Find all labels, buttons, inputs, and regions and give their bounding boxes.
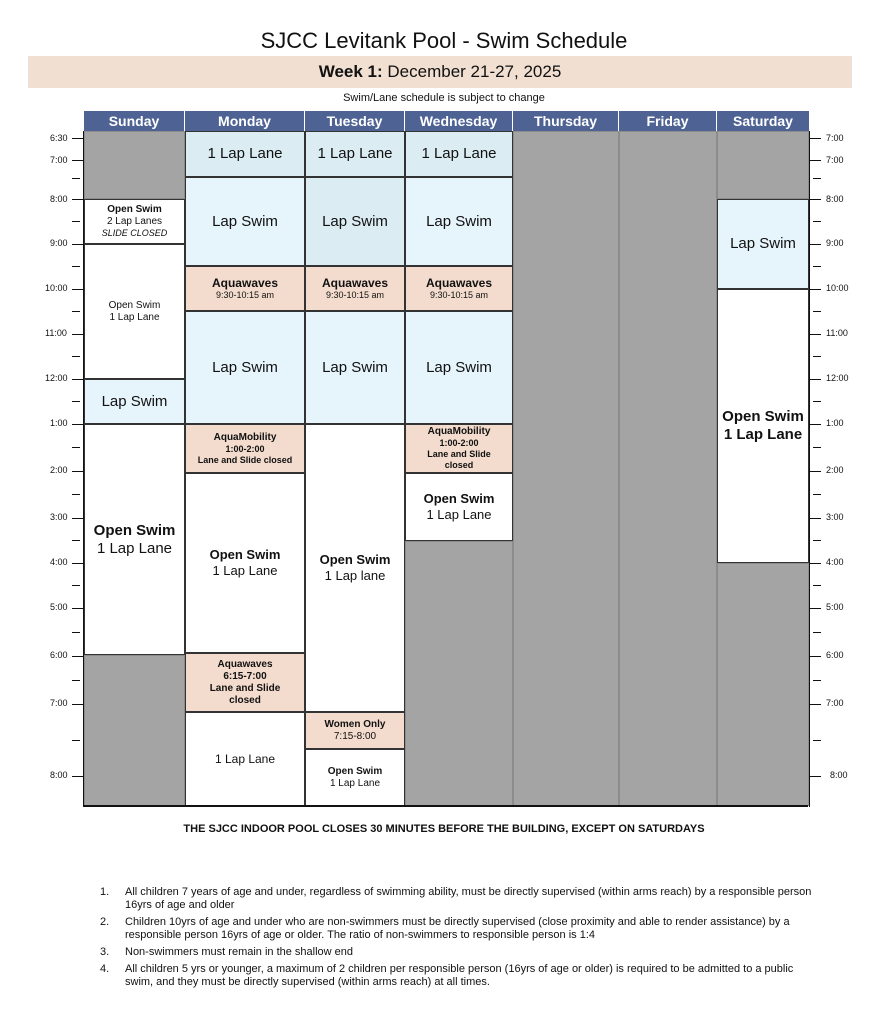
time-label: 5:00 — [826, 602, 844, 612]
time-label: 1:00 — [50, 418, 68, 428]
block-detail: 1 Lap Lane — [109, 311, 160, 323]
tick — [809, 199, 821, 200]
tuesday-open-swim-evening — [305, 749, 405, 806]
time-label: 3:00 — [826, 512, 844, 522]
tick — [809, 289, 821, 290]
tick — [809, 334, 821, 335]
tick — [813, 632, 821, 633]
block-time: 7:15-8:00 — [333, 730, 377, 742]
tick — [813, 356, 821, 357]
tick — [813, 401, 821, 402]
block-time: 6:15-7:00 — [223, 670, 267, 682]
time-label: 1:00 — [826, 418, 844, 428]
tick — [72, 401, 80, 402]
tick — [72, 289, 84, 290]
tick — [809, 518, 821, 519]
block-detail: 1 Lap Lane — [329, 777, 381, 789]
tick — [72, 244, 84, 245]
block-note: Lane and Slide closed — [197, 454, 293, 465]
tick — [72, 471, 84, 472]
time-label: 11:00 — [826, 328, 848, 338]
block-title: Lap Swim — [426, 212, 492, 230]
time-label: 12:00 — [45, 373, 68, 383]
right-axis-line — [809, 131, 810, 807]
tick — [72, 740, 80, 741]
time-label: 6:00 — [50, 650, 68, 660]
time-label: 9:00 — [50, 238, 68, 248]
day-header-tuesday: Tuesday — [305, 111, 405, 131]
list-item — [100, 916, 820, 942]
time-label: 12:00 — [826, 373, 849, 383]
day-header-wednesday: Wednesday — [405, 111, 513, 131]
day-header-thursday: Thursday — [513, 111, 619, 131]
monday-open-swim — [185, 473, 305, 653]
time-label: 7:00 — [826, 155, 844, 165]
rule-text: All children 7 years of age and under, regardless of swimming ability, must be directly supervised (within arms reach) by a responsible person 16yrs of age and older — [125, 886, 812, 911]
block-title: Open Swim — [108, 299, 161, 311]
rule-text: Children 10yrs of age and under who are non-swimmers must be directly supervised (close proximity and able to render assistance) by a responsible person 16yrs of age or older. The ratio of non-swimmers to responsible person is 1:4 — [125, 916, 790, 941]
tick — [72, 221, 80, 222]
block-note: SLIDE CLOSED — [101, 228, 168, 239]
tuesday-women-only — [305, 712, 405, 749]
time-label: 3:00 — [50, 512, 68, 522]
block-title: Open Swim — [319, 552, 391, 568]
rule-number: 2. — [100, 916, 110, 928]
tick — [809, 424, 821, 425]
rule-text: Non-swimmers must remain in the shallow end — [125, 946, 354, 958]
block-detail: 1 Lap lane — [324, 568, 386, 583]
wednesday-open-swim — [405, 473, 513, 541]
block-title: Lap Swim — [730, 235, 796, 252]
page-title: SJCC Levitank Pool - Swim Schedule — [260, 28, 628, 53]
tick — [72, 138, 84, 139]
tick — [72, 266, 80, 267]
tick — [72, 680, 80, 681]
block-title: Lap Swim — [212, 212, 278, 230]
monday-aquawaves-evening — [185, 653, 305, 712]
tick — [813, 266, 821, 267]
tick — [809, 471, 821, 472]
tick — [72, 379, 84, 380]
block-title: Open Swim — [423, 491, 495, 507]
tuesday-open-swim — [305, 424, 405, 712]
block-note: Lane and Slide closed — [427, 449, 491, 470]
time-label: 8:00 — [50, 194, 68, 204]
tick — [72, 540, 80, 541]
block-detail: 1 Lap Lane — [426, 507, 492, 522]
tick — [813, 494, 821, 495]
monday-lap-swim-midday — [185, 311, 305, 424]
block-title: 1 Lap Lane — [317, 145, 393, 162]
monday-1-lap-lane — [185, 131, 305, 177]
list-item — [100, 946, 820, 959]
tick — [72, 704, 84, 705]
time-label: 7:00 — [50, 698, 68, 708]
wednesday-lap-swim-morning — [405, 177, 513, 266]
list-item — [100, 963, 820, 989]
time-label: 7:00 — [50, 155, 68, 165]
schedule-change-note: Swim/Lane schedule is subject to change — [343, 92, 545, 104]
block-title: Open Swim — [93, 521, 176, 539]
time-label: 2:00 — [50, 465, 68, 475]
tick — [813, 178, 821, 179]
tick — [809, 656, 821, 657]
tick — [72, 334, 84, 335]
rule-number: 1. — [100, 886, 110, 898]
block-detail: 1 Lap Lane — [723, 426, 803, 443]
week-banner — [28, 56, 852, 88]
tick — [72, 656, 84, 657]
tick — [72, 311, 80, 312]
day-header-monday: Monday — [185, 111, 305, 131]
monday-aquawaves — [185, 266, 305, 311]
tuesday-1-lap-lane — [305, 131, 405, 177]
rule-number: 3. — [100, 946, 110, 958]
tick — [72, 608, 84, 609]
block-time: 9:30-10:15 am — [429, 290, 489, 301]
tick — [72, 160, 84, 161]
rule-number: 4. — [100, 963, 110, 975]
block-title: Open Swim — [722, 408, 804, 425]
tick — [72, 447, 80, 448]
block-title: Aquawaves — [211, 275, 279, 290]
block-note: Lane and Slide closed — [209, 682, 281, 706]
tick — [813, 680, 821, 681]
sunday-open-swim-1-lane — [84, 244, 185, 379]
tick — [72, 776, 84, 777]
block-time: 1:00-2:00 — [225, 443, 265, 454]
tick — [72, 632, 80, 633]
block-title: Open Swim — [327, 765, 383, 777]
schedule-bottom-border — [84, 805, 808, 807]
time-label: 10:00 — [45, 283, 68, 293]
tick — [72, 563, 84, 564]
time-label: 4:00 — [50, 557, 68, 567]
sunday-lap-swim — [84, 379, 185, 424]
day-header-saturday: Saturday — [717, 111, 809, 131]
tick — [809, 379, 821, 380]
saturday-closed-morning — [717, 131, 809, 199]
block-title: Lap Swim — [426, 358, 492, 376]
block-title: 1 Lap Lane — [421, 145, 497, 162]
tick — [809, 608, 821, 609]
tick — [72, 585, 80, 586]
time-label: 9:00 — [826, 238, 844, 248]
block-time: 9:30-10:15 am — [215, 290, 275, 301]
sunday-closed-morning — [84, 131, 185, 199]
tick — [813, 540, 821, 541]
tick — [813, 585, 821, 586]
tick — [813, 221, 821, 222]
block-title: Open Swim — [209, 547, 281, 563]
time-label: 11:00 — [45, 328, 67, 338]
friday-closed — [619, 131, 717, 806]
closing-note: THE SJCC INDOOR POOL CLOSES 30 MINUTES BEFORE THE BUILDING, EXCEPT ON SATURDAYS — [183, 823, 705, 835]
block-title: 1 Lap Lane — [214, 751, 276, 766]
wednesday-lap-swim-midday — [405, 311, 513, 424]
wednesday-aquawaves — [405, 266, 513, 311]
block-title: Lap Swim — [322, 358, 388, 376]
time-label: 7:00 — [826, 698, 844, 708]
time-label: 5:00 — [50, 602, 68, 612]
tick — [809, 160, 821, 161]
block-title: Lap Swim — [322, 212, 388, 230]
time-label: 10:00 — [826, 283, 849, 293]
block-title: Aquawaves — [321, 275, 389, 290]
wednesday-closed-evening — [405, 541, 513, 806]
wednesday-1-lap-lane — [405, 131, 513, 177]
thursday-closed — [513, 131, 619, 806]
block-title: AquaMobility — [427, 426, 491, 438]
time-label: 8:00 — [826, 194, 844, 204]
time-label: 2:00 — [826, 465, 844, 475]
block-time: 1:00-2:00 — [439, 438, 479, 449]
block-title: Open Swim — [107, 204, 162, 216]
tick — [809, 776, 821, 777]
tuesday-lap-swim-midday — [305, 311, 405, 424]
block-time: 9:30-10:15 am — [325, 290, 385, 301]
tuesday-aquawaves — [305, 266, 405, 311]
tick — [809, 138, 821, 139]
block-detail: 1 Lap Lane — [212, 563, 278, 578]
block-title: Women Only — [324, 718, 386, 730]
rules-list — [100, 886, 820, 993]
day-header-sunday: Sunday — [84, 111, 185, 131]
tick — [72, 178, 80, 179]
saturday-open-swim — [717, 289, 809, 563]
wednesday-aquamobility — [405, 424, 513, 473]
tick — [72, 518, 84, 519]
tick — [813, 447, 821, 448]
time-label: 8:00 — [50, 770, 68, 780]
sunday-closed-evening — [84, 655, 185, 806]
time-label: 8:00 — [830, 770, 848, 780]
tick — [72, 356, 80, 357]
tick — [809, 704, 821, 705]
sunday-open-swim-afternoon — [84, 424, 185, 655]
block-title: 1 Lap Lane — [207, 145, 283, 162]
tuesday-lap-swim-morning — [305, 177, 405, 266]
week-dates: December 21-27, 2025 — [387, 62, 562, 81]
sunday-open-swim-2-lanes — [84, 199, 185, 244]
tick — [813, 311, 821, 312]
saturday-closed-evening — [717, 563, 809, 806]
tick — [72, 199, 84, 200]
time-label: 7:00 — [826, 133, 844, 143]
week-label: Week 1: — [318, 62, 383, 81]
tick — [72, 424, 84, 425]
tick — [813, 740, 821, 741]
block-title: Aquawaves — [425, 275, 493, 290]
tick — [809, 563, 821, 564]
rule-text: All children 5 yrs or younger, a maximum of 2 children per responsible person (16yrs of age or older) is required to be admitted to a public swim, and they must be directly supervised (within arms reach) at all times. — [125, 963, 794, 988]
block-title: AquaMobility — [213, 431, 277, 443]
list-item — [100, 886, 820, 912]
day-header-friday: Friday — [619, 111, 717, 131]
block-title: Lap Swim — [212, 358, 278, 376]
block-detail: 2 Lap Lanes — [106, 216, 163, 228]
monday-aquamobility — [185, 424, 305, 473]
monday-1-lap-lane-evening — [185, 712, 305, 806]
monday-lap-swim-morning — [185, 177, 305, 266]
time-label: 6:00 — [826, 650, 844, 660]
saturday-lap-swim — [717, 199, 809, 289]
block-title: Lap Swim — [101, 392, 168, 410]
time-label: 6:30 — [50, 133, 68, 143]
tick — [809, 244, 821, 245]
block-detail: 1 Lap Lane — [96, 539, 173, 557]
time-label: 4:00 — [826, 557, 844, 567]
block-title: Aquawaves — [217, 658, 273, 670]
tick — [72, 494, 80, 495]
